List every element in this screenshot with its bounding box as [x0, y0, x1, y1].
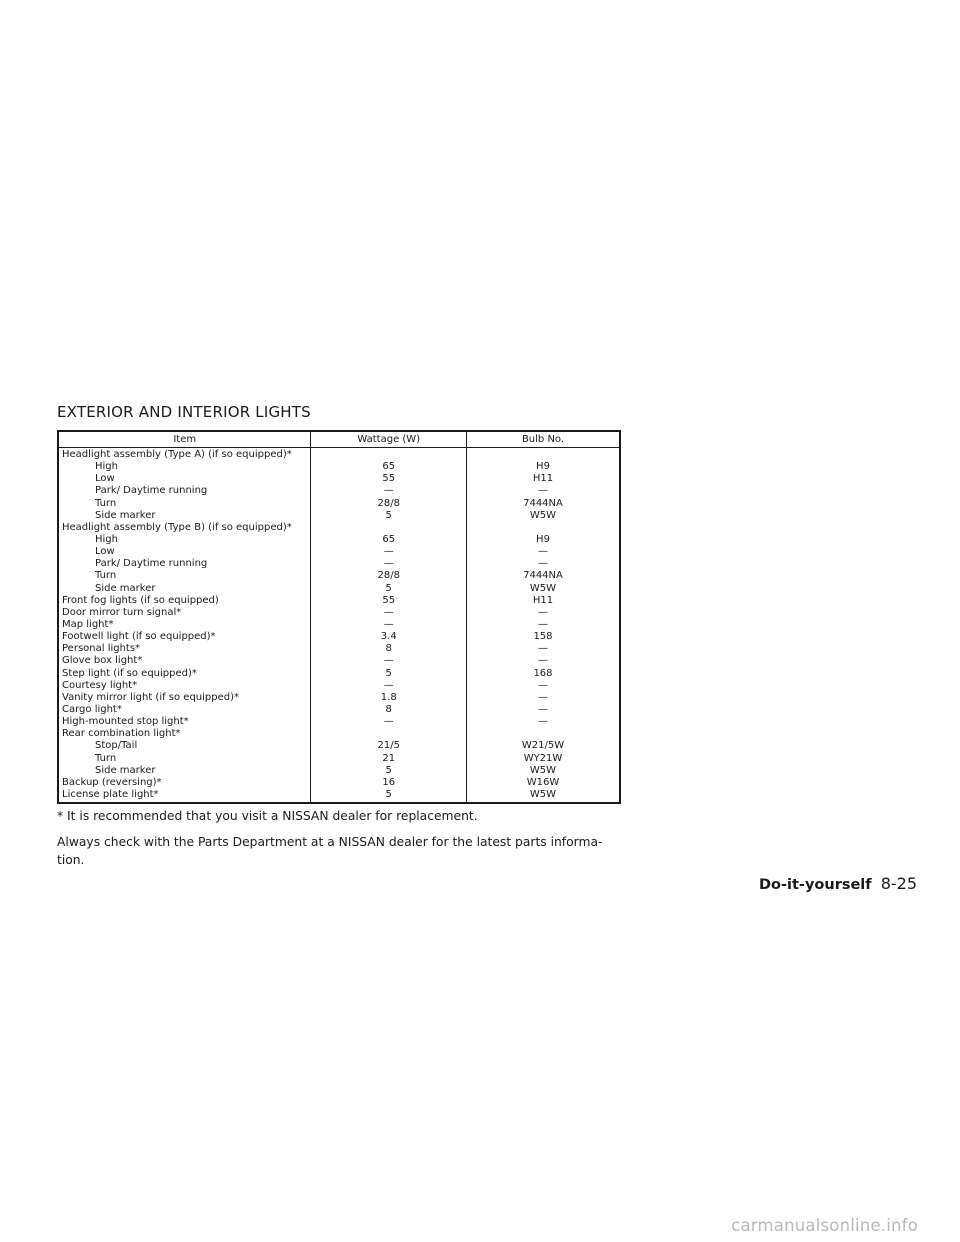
row-bulb-value: 168 — [533, 667, 553, 679]
header-item: Item — [58, 431, 311, 448]
row-wattage-value: 3.4 — [380, 631, 397, 643]
row-wattage-value: — — [383, 558, 394, 570]
row-item-label: Side marker — [95, 509, 156, 521]
parts-note: Always check with the Parts Department at a NISSAN dealer for the latest parts informa-tion. — [57, 835, 603, 867]
row-bulb-value — [467, 449, 619, 461]
row-item-label: Footwell light (if so equipped)* — [62, 631, 216, 643]
bulb-column — [466, 448, 620, 804]
row-bulb-value: — — [537, 546, 548, 558]
row-item-label: Turn — [95, 497, 117, 509]
row-item-label: Glove box light* — [62, 655, 143, 667]
row-bulb-value: H11 — [532, 594, 554, 606]
section-title: EXTERIOR AND INTERIOR LIGHTS — [57, 403, 311, 421]
row-item-label: License plate light* — [62, 788, 159, 800]
row-bulb-value — [467, 728, 619, 740]
row-bulb-value: — — [537, 558, 548, 570]
row-wattage-value: — — [383, 606, 394, 618]
row-item-label: Rear combination light* — [62, 728, 181, 740]
row-bulb-value: — — [537, 716, 548, 728]
footnote: * It is recommended that you visit a NISSAN dealer for replacement. — [57, 809, 478, 823]
row-bulb-value: H9 — [536, 461, 550, 473]
row-bulb-value: W5W — [529, 788, 557, 800]
row-bulb-value: — — [537, 606, 548, 618]
row-bulb-value: — — [537, 643, 548, 655]
row-item-label: Stop/Tail — [95, 740, 138, 752]
row-wattage-value: — — [383, 679, 394, 691]
row-item-label: Low — [95, 546, 115, 558]
row-wattage-value: — — [383, 655, 394, 667]
page-number: 8-25 — [880, 874, 917, 893]
row-item-label: Side marker — [95, 582, 156, 594]
row-item-label: Park/ Daytime running — [95, 485, 208, 497]
row-wattage-value: 28/8 — [377, 497, 400, 509]
row-bulb-value: W16W — [526, 776, 560, 788]
row-item-label: Personal lights* — [62, 643, 141, 655]
row-bulb-value: WY21W — [523, 752, 563, 764]
row-wattage-value: 5 — [385, 764, 392, 776]
row-bulb-value: H11 — [532, 473, 554, 485]
row-wattage-value: — — [383, 485, 394, 497]
row-item-label: High-mounted stop light* — [62, 716, 189, 728]
row-item-label: Courtesy light* — [62, 679, 138, 691]
row-bulb-value: H9 — [536, 533, 550, 545]
row-item-label: Cargo light* — [62, 703, 122, 715]
row-bulb-value — [467, 522, 619, 534]
row-bulb-value: — — [537, 655, 548, 667]
row-wattage-value — [311, 728, 466, 740]
row-bulb-value: 158 — [533, 631, 553, 643]
row-wattage-value: 16 — [382, 776, 396, 788]
row-item-label: Headlight assembly (Type B) (if so equipped)* — [62, 521, 292, 533]
row-bulb-value: W5W — [529, 509, 557, 521]
row-bulb-value: 7444NA — [523, 497, 563, 509]
row-wattage-value: 5 — [385, 509, 392, 521]
row-item-label: Front fog lights (if so equipped) — [62, 594, 219, 606]
row-wattage-value: 55 — [382, 473, 396, 485]
row-wattage-value: 8 — [385, 703, 392, 715]
row-item-label: Vanity mirror light (if so equipped)* — [62, 691, 240, 703]
row-item-label: High — [95, 461, 118, 473]
row-wattage-value: 5 — [385, 788, 392, 800]
row-wattage-value: 5 — [385, 582, 392, 594]
header-wattage: Wattage (W) — [311, 431, 467, 448]
row-wattage-value — [311, 449, 466, 461]
page-footer — [759, 874, 917, 893]
row-wattage-value: — — [383, 618, 394, 630]
header-bulb-no: Bulb No. — [466, 431, 620, 448]
row-item-label: Map light* — [62, 618, 114, 630]
watermark: carmanualsonline.info — [731, 1216, 918, 1235]
row-bulb-value: W5W — [529, 764, 557, 776]
row-wattage-value: 1.8 — [380, 691, 397, 703]
row-bulb-value: W21/5W — [521, 740, 565, 752]
bulb-specification-table — [57, 430, 621, 804]
item-column — [58, 448, 311, 804]
row-wattage-value: 65 — [382, 533, 396, 545]
row-wattage-value: 21/5 — [377, 740, 400, 752]
row-bulb-value: — — [537, 618, 548, 630]
table-header-row — [58, 431, 620, 448]
row-item-label: Headlight assembly (Type A) (if so equipped)* — [62, 449, 292, 460]
row-item-label: Low — [95, 473, 115, 485]
row-wattage-value: — — [383, 546, 394, 558]
row-item-label: Door mirror turn signal* — [62, 606, 182, 618]
footer-section-title: Do-it-yourself — [759, 877, 872, 893]
row-item-label: Park/ Daytime running — [95, 558, 208, 570]
row-bulb-value: — — [537, 691, 548, 703]
row-bulb-value: — — [537, 679, 548, 691]
row-wattage-value: 5 — [385, 667, 392, 679]
table-body-row — [58, 448, 620, 804]
row-wattage-value: 55 — [382, 594, 396, 606]
row-item-label: Side marker — [95, 764, 156, 776]
row-wattage-value: 28/8 — [377, 570, 400, 582]
row-bulb-value: — — [537, 703, 548, 715]
row-item-label: Backup (reversing)* — [62, 776, 162, 788]
row-item-label: High — [95, 533, 118, 545]
row-wattage-value: 21 — [382, 752, 396, 764]
row-wattage-value: — — [383, 716, 394, 728]
wattage-column — [311, 448, 467, 804]
row-wattage-value: 8 — [385, 643, 392, 655]
row-wattage-value — [311, 522, 466, 534]
row-wattage-value: 65 — [382, 461, 396, 473]
row-bulb-value: — — [537, 485, 548, 497]
row-bulb-value: 7444NA — [523, 570, 563, 582]
row-item-label: Step light (if so equipped)* — [62, 667, 197, 679]
row-item-label: Turn — [95, 752, 117, 764]
row-bulb-value: W5W — [529, 582, 557, 594]
row-item-label: Turn — [95, 570, 117, 582]
